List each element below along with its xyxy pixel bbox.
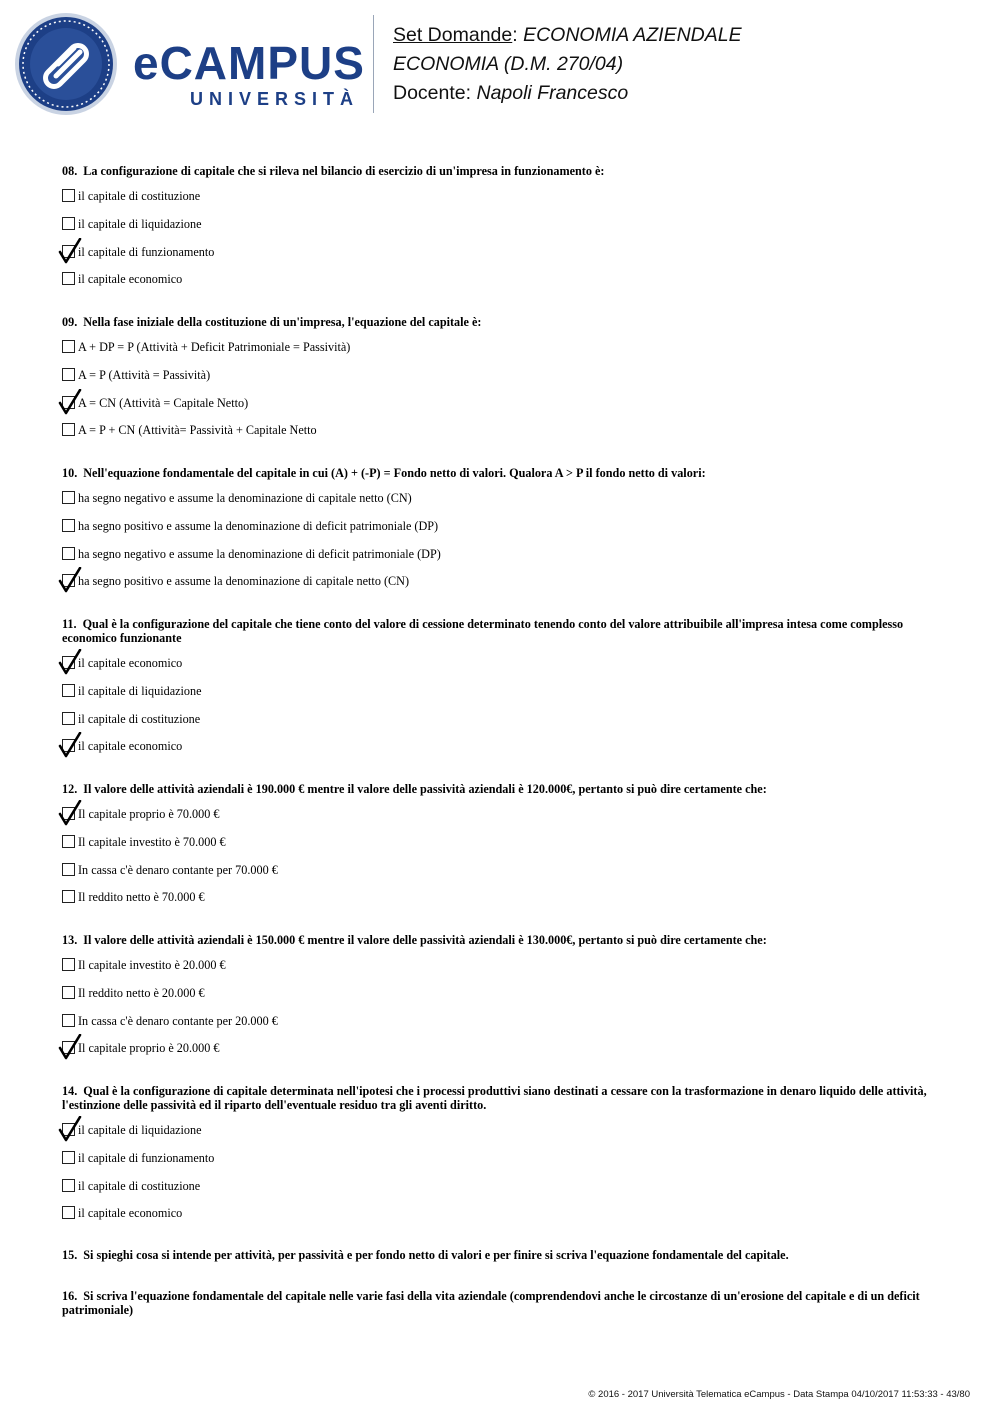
answer-text: Il capitale proprio è 20.000 € (78, 1041, 220, 1056)
answer-option[interactable] (62, 711, 942, 739)
answer-text: In cassa c'è denaro contante per 20.000 € (78, 1013, 278, 1028)
answer-text: il capitale di costituzione (78, 1178, 201, 1193)
answer-option[interactable] (62, 244, 942, 272)
question-label: Si spieghi cosa si intende per attività, per passività e per fondo netto di valori e per finire si scriva l'equazione fondamentale del capitale. (83, 1248, 789, 1262)
answer-option[interactable] (62, 738, 942, 766)
checkmark-icon (58, 238, 82, 264)
answer-option[interactable] (62, 957, 942, 985)
checkmark-icon (58, 732, 82, 758)
answer-option[interactable] (62, 1178, 942, 1206)
answer-option[interactable] (62, 806, 942, 834)
question-10 (62, 466, 942, 601)
answer-option[interactable] (62, 546, 942, 574)
answer-checkbox[interactable] (62, 890, 75, 903)
answer-text: Il reddito netto è 20.000 € (78, 985, 205, 1000)
question-number: 12. (62, 782, 78, 796)
answer-option[interactable] (62, 395, 942, 423)
answer-text: Il reddito netto è 70.000 € (78, 890, 205, 905)
answer-text: il capitale di costituzione (78, 711, 201, 726)
answer-option[interactable] (62, 1040, 942, 1068)
answer-checkbox[interactable] (62, 189, 75, 202)
answer-text: A + DP = P (Attività + Deficit Patrimoniale = Passività) (78, 340, 351, 354)
question-number: 08. (62, 164, 78, 178)
question-text (62, 466, 942, 480)
answer-checkbox[interactable] (62, 519, 75, 532)
answer-text: In cassa c'è denaro contante per 70.000 € (78, 862, 278, 877)
answer-options (62, 806, 942, 917)
answer-text: il capitale di liquidazione (78, 216, 202, 231)
question-text (62, 315, 942, 329)
answer-text: A = P + CN (Attività= Passività + Capitale Netto (78, 423, 317, 438)
answer-checkbox[interactable] (62, 217, 75, 230)
answer-checkbox[interactable] (62, 684, 75, 697)
question-label: Il valore delle attività aziendali è 150.000 € mentre il valore delle passività aziendali è 130.000€, pertanto si può dire certamente che: (83, 933, 767, 947)
answer-option[interactable] (62, 271, 942, 299)
answer-options (62, 655, 942, 766)
answer-option[interactable] (62, 422, 942, 450)
question-09 (62, 315, 942, 450)
question-text (62, 933, 942, 947)
page-header (0, 0, 1000, 130)
question-label: Nell'equazione fondamentale del capitale in cui (A) + (-P) = Fondo netto di valori. Qualora A > P il fondo netto di valori: (83, 466, 706, 480)
checkmark-icon (58, 389, 82, 415)
answer-checkbox[interactable] (62, 1206, 75, 1219)
answer-text: ha segno positivo e assume la denominazione di capitale netto (CN) (78, 574, 410, 589)
answer-checkbox[interactable] (62, 986, 75, 999)
answer-text: il capitale di funzionamento (78, 244, 215, 259)
page-footer: © 2016 - 2017 Università Telematica eCampus - Data Stampa 04/10/2017 11:53:33 - 43/80 (588, 1389, 970, 1400)
checkmark-icon (58, 649, 82, 675)
answer-checkbox[interactable] (62, 835, 75, 848)
answer-text: il capitale economico (78, 272, 183, 287)
answer-options (62, 490, 942, 601)
answer-text: il capitale economico (78, 1206, 183, 1221)
question-number: 16. (62, 1289, 78, 1303)
question-label: Qual è la configurazione di capitale determinata nell'ipotesi che i processi produttivi siano destinati a cessare con la trasformazione in denaro liquido delle attività, l'estinzione delle passività ed il riparto dell'eventuale residuo tra gli aventi diritto. (62, 1084, 927, 1112)
answer-options (62, 957, 942, 1068)
question-text (62, 1084, 942, 1112)
question-text (62, 617, 942, 645)
question-text (62, 1248, 942, 1262)
set-value: ECONOMIA AZIENDALE (523, 24, 742, 46)
question-number: 09. (62, 315, 78, 329)
logo-wordmark: eCAMPUS (133, 37, 365, 89)
question-12 (62, 782, 942, 917)
checkmark-icon (58, 800, 82, 826)
checkmark-icon (58, 1116, 82, 1142)
question-label: Qual è la configurazione del capitale che tiene conto del valore di cessione determinato tenendo conto del valore attribuibile all'impresa intesa come complesso economico funzionante (62, 617, 904, 645)
answer-checkbox[interactable] (62, 368, 75, 381)
answer-checkbox[interactable] (62, 1179, 75, 1192)
docente-value: Napoli Francesco (476, 82, 629, 104)
logo-subtitle: UNIVERSITÀ (190, 89, 360, 109)
answer-options (62, 339, 942, 450)
header-divider (373, 15, 374, 113)
answer-checkbox[interactable] (62, 712, 75, 725)
question-text (62, 164, 942, 178)
answer-option[interactable] (62, 862, 942, 890)
question-label: Nella fase iniziale della costituzione di un'impresa, l'equazione del capitale è: (83, 315, 482, 329)
answer-checkbox[interactable] (62, 491, 75, 504)
answer-options (62, 188, 942, 299)
answer-text: Il capitale investito è 20.000 € (78, 958, 226, 972)
answer-option[interactable] (62, 339, 942, 367)
question-number: 13. (62, 933, 78, 947)
answer-text: il capitale di funzionamento (78, 1150, 215, 1165)
question-13 (62, 933, 942, 1068)
docente-line (393, 79, 742, 108)
answer-text: A = CN (Attività = Capitale Netto) (78, 395, 249, 410)
answer-option[interactable] (62, 1150, 942, 1178)
answer-option[interactable] (62, 985, 942, 1013)
answer-checkbox[interactable] (62, 423, 75, 436)
answer-option[interactable] (62, 490, 942, 518)
question-text (62, 1289, 942, 1317)
answer-text: ha segno negativo e assume la denominazione di deficit patrimoniale (DP) (78, 546, 441, 561)
answer-option[interactable] (62, 834, 942, 862)
question-15 (62, 1248, 942, 1262)
set-label: Set Domande (393, 24, 513, 46)
question-number: 15. (62, 1248, 78, 1262)
question-label: Il valore delle attività aziendali è 190.000 € mentre il valore delle passività aziendali è 120.000€, pertanto si può dire certamente che: (83, 782, 767, 796)
question-11 (62, 617, 942, 766)
docente-label: Docente: (393, 82, 472, 104)
answer-option[interactable] (62, 1205, 942, 1233)
answer-option[interactable] (62, 1122, 942, 1150)
course-line: ECONOMIA (D.M. 270/04) (393, 53, 624, 75)
answer-checkbox[interactable] (62, 863, 75, 876)
question-14 (62, 1084, 942, 1233)
answer-option[interactable] (62, 655, 942, 683)
answer-option[interactable] (62, 188, 942, 216)
answer-text: A = P (Attività = Passività) (78, 367, 211, 382)
answer-text: il capitale economico (78, 656, 183, 670)
header-info (393, 21, 742, 108)
answer-text: Il capitale proprio è 70.000 € (78, 807, 220, 821)
answer-option[interactable] (62, 518, 942, 546)
answer-option[interactable] (62, 889, 942, 917)
set-line: Set Domande: ECONOMIA AZIENDALE (393, 24, 742, 46)
question-number: 14. (62, 1084, 78, 1098)
answer-checkbox[interactable] (62, 272, 75, 285)
answer-text: il capitale di liquidazione (78, 683, 202, 698)
answer-option[interactable] (62, 683, 942, 711)
question-label: La configurazione di capitale che si rileva nel bilancio di esercizio di un'impresa in funzionamento è: (83, 164, 605, 178)
question-16 (62, 1289, 942, 1317)
question-text (62, 782, 942, 796)
answer-options (62, 1122, 942, 1233)
answer-text: ha segno negativo e assume la denominazione di capitale netto (CN) (78, 491, 412, 505)
answer-checkbox[interactable] (62, 547, 75, 560)
answer-text: ha segno positivo e assume la denominazione di deficit patrimoniale (DP) (78, 518, 439, 533)
answer-option[interactable] (62, 1013, 942, 1041)
answer-checkbox[interactable] (62, 1014, 75, 1027)
question-number: 11. (62, 617, 77, 631)
answer-text: Il capitale investito è 70.000 € (78, 834, 226, 849)
checkmark-icon (58, 1034, 82, 1060)
answer-option[interactable] (62, 367, 942, 395)
ecampus-emblem-icon (14, 12, 118, 116)
answer-checkbox[interactable] (62, 340, 75, 353)
checkmark-icon (58, 567, 82, 593)
question-number: 10. (62, 466, 78, 480)
question-08 (62, 164, 942, 299)
answer-checkbox[interactable] (62, 958, 75, 971)
answer-text: il capitale di liquidazione (78, 1123, 202, 1137)
answer-checkbox[interactable] (62, 1151, 75, 1164)
answer-option[interactable] (62, 573, 942, 601)
question-label: Si scriva l'equazione fondamentale del capitale nelle varie fasi della vita aziendale (comprendendovi anche le circostanze di un'erosione del capitale e di un deficit patrimoniale) (62, 1289, 920, 1317)
answer-option[interactable] (62, 216, 942, 244)
answer-text: il capitale di costituzione (78, 189, 201, 203)
answer-text: il capitale economico (78, 739, 183, 754)
